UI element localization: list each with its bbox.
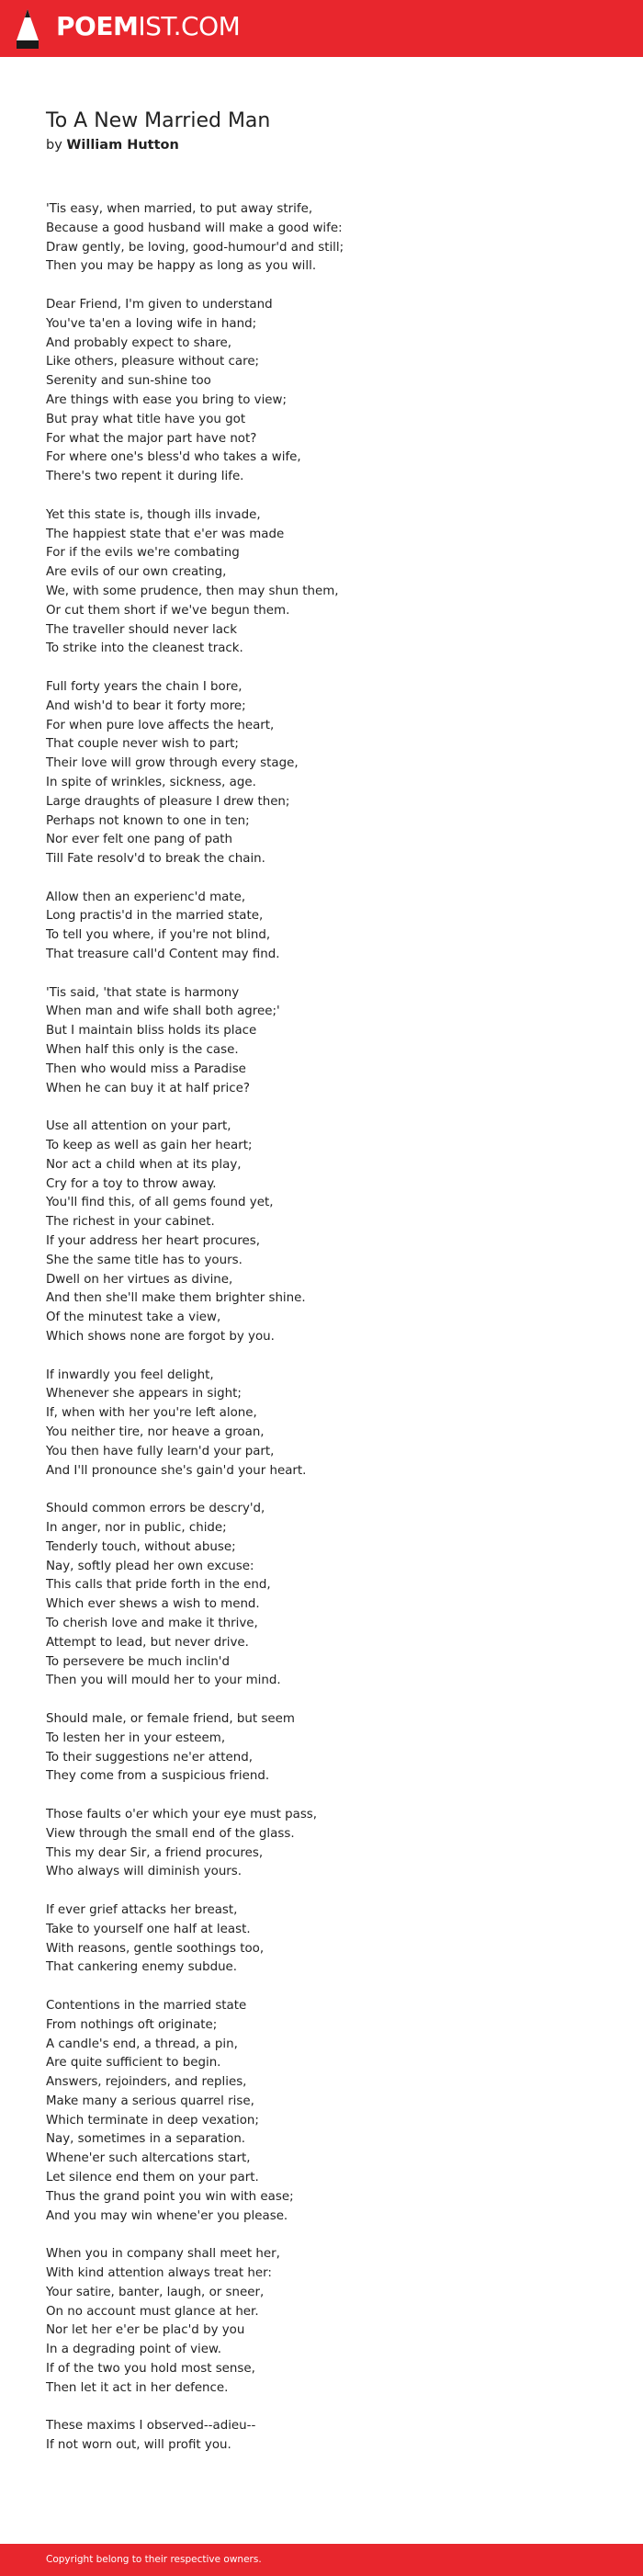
poem-line: In anger, nor in public, chide; [46, 1520, 227, 1535]
poem-line: Are evils of our own creating, [46, 565, 227, 580]
poem-line: For when pure love affects the heart, [46, 718, 275, 732]
poem-line: These maxims I observed--adieu-- [46, 2419, 256, 2434]
poem-line: And I'll pronounce she's gain'd your heart. [46, 1463, 307, 1478]
poem-line: You neither tire, nor heave a groan, [46, 1425, 265, 1439]
poem-line: To persevere be much inclin'd [46, 1654, 230, 1669]
poem-line: With kind attention always treat her: [46, 2266, 272, 2281]
poem-stanza [46, 678, 615, 869]
poem-line: Their love will grow through every stage, [46, 756, 299, 771]
poem-line: Who always will diminish yours. [46, 1865, 243, 1879]
poem-stanza [46, 1710, 615, 1787]
poem-stanza [46, 1500, 615, 1691]
poem-line: Whenever she appears in sight; [46, 1387, 242, 1401]
poem-line: Are things with ease you bring to view; [46, 392, 287, 407]
poem-stanza [46, 1806, 615, 1882]
poem-line: The traveller should never lack [46, 622, 238, 637]
poem-line: Your satire, banter, laugh, or sneer, [46, 2285, 265, 2299]
poem-line: Long practis'd in the married state, [46, 909, 264, 924]
poem-line: If of the two you hold most sense, [46, 2362, 255, 2377]
poem-line: In spite of wrinkles, sickness, age. [46, 775, 256, 789]
poem-line: They come from a suspicious friend. [46, 1769, 270, 1784]
poem-line: 'Tis easy, when married, to put away strife, [46, 202, 313, 216]
poem-line: Answers, rejoinders, and replies, [46, 2075, 247, 2090]
poem-line: Then let it act in her defence. [46, 2380, 229, 2395]
poem-title: To A New Married Man [46, 109, 271, 132]
poem-line: She the same title has to yours. [46, 1253, 243, 1267]
poem-line: Till Fate resolv'd to break the chain. [46, 852, 265, 867]
poem-line: Which ever shews a wish to mend. [46, 1597, 260, 1612]
poem-line: That couple never wish to part; [46, 737, 239, 752]
poem-line: Let silence end them on your part. [46, 2171, 259, 2185]
poem-line: Nor let her e'er be plac'd by you [46, 2323, 245, 2338]
poem-line: For what the major part have not? [46, 431, 257, 446]
poem-line: Thus the grand point you win with ease; [46, 2189, 294, 2204]
poem-line: 'Tis said, 'that state is harmony [46, 985, 240, 1000]
poem-line: And then she'll make them brighter shine. [46, 1291, 306, 1306]
poem-line: You'll find this, of all gems found yet, [46, 1196, 274, 1210]
poem-body [46, 200, 615, 2475]
poem-line: Then you will mould her to your mind. [46, 1674, 281, 1688]
poem-stanza [46, 296, 615, 487]
poem-stanza [46, 1118, 615, 1347]
poem-stanza [46, 2245, 615, 2398]
poem-line: With reasons, gentle soothings too, [46, 1941, 265, 1956]
poem-line: Take to yourself one half at least. [46, 1922, 251, 1936]
poem-line: When half this only is the case. [46, 1043, 239, 1058]
poem-line: Allow then an experienc'd mate, [46, 890, 246, 904]
site-footer [0, 2544, 643, 2576]
poem-line: Perhaps not known to one in ten; [46, 813, 250, 828]
poem-line: Large draughts of pleasure I drew then; [46, 794, 290, 809]
poem-line: To tell you where, if you're not blind, [46, 928, 271, 943]
poem-line: That treasure call'd Content may find. [46, 948, 280, 962]
poem-line: Nay, softly plead her own excuse: [46, 1559, 254, 1573]
poem-line: Use all attention on your part, [46, 1119, 231, 1134]
poem-stanza [46, 1367, 615, 1481]
poem-line: Should male, or female friend, but seem [46, 1711, 295, 1726]
poem-line: To keep as well as gain her heart; [46, 1139, 253, 1153]
poem-line: From nothings oft originate; [46, 2017, 218, 2032]
poem-line: Draw gently, be loving, good-humour'd and still; [46, 240, 344, 255]
site-header [0, 0, 643, 57]
poem-stanza [46, 1901, 615, 1978]
poem-line: And probably expect to share, [46, 335, 232, 350]
poem-line: To their suggestions ne'er attend, [46, 1750, 253, 1765]
poem-line: There's two repent it during life. [46, 470, 244, 484]
poem-stanza [46, 2417, 615, 2456]
poem-byline [46, 136, 179, 154]
poem-line: For where one's bless'd who takes a wife, [46, 450, 301, 465]
poem-line: Which terminate in deep vexation; [46, 2113, 259, 2128]
poem-line: Or cut them short if we've begun them. [46, 603, 290, 618]
poem-line: Because a good husband will make a good wife: [46, 221, 343, 235]
poem-line: When you in company shall meet her, [46, 2247, 280, 2262]
poem-line: When he can buy it at half price? [46, 1081, 250, 1095]
poem-line: Cry for a toy to throw away. [46, 1176, 217, 1191]
logo-bold-text: POEM [56, 11, 139, 41]
poem-line: Serenity and sun-shine too [46, 374, 211, 389]
poem-line: For if the evils we're combating [46, 546, 240, 561]
poem-line: Then you may be happy as long as you will. [46, 259, 317, 274]
poem-line: And wish'd to bear it forty more; [46, 698, 246, 713]
poem-stanza [46, 889, 615, 965]
poem-line: In a degrading point of view. [46, 2343, 221, 2357]
poem-line: Make many a serious quarrel rise, [46, 2094, 254, 2108]
poem-line: View through the small end of the glass. [46, 1826, 295, 1841]
poem-line: The richest in your cabinet. [46, 1215, 215, 1230]
poem-line: Which shows none are forgot by you. [46, 1330, 275, 1345]
poem-line: If not worn out, will profit you. [46, 2438, 231, 2453]
poem-line: But I maintain bliss holds its place [46, 1024, 257, 1038]
pen-nib-logo-icon[interactable] [15, 7, 40, 50]
poem-line: Of the minutest take a view, [46, 1311, 221, 1325]
poem-line: To cherish love and make it thrive, [46, 1616, 258, 1630]
poem-line: This my dear Sir, a friend procures, [46, 1845, 264, 1860]
poem-line: If, when with her you're left alone, [46, 1406, 257, 1421]
poem-line: Whene'er such altercations start, [46, 2151, 251, 2166]
poem-line: You then have fully learn'd your part, [46, 1444, 275, 1458]
poem-line: That cankering enemy subdue. [46, 1960, 238, 1975]
poem-author[interactable]: William Hutton [66, 138, 179, 153]
poem-line: Should common errors be descry'd, [46, 1502, 265, 1516]
poem-line: Attempt to lead, but never drive. [46, 1635, 249, 1650]
poem-line: Dwell on her virtues as divine, [46, 1272, 233, 1287]
poem-line: The happiest state that e'er was made [46, 527, 285, 541]
poem-line: To lesten her in your esteem, [46, 1731, 226, 1745]
poem-line: When man and wife shall both agree;' [46, 1004, 280, 1019]
poem-line: Those faults o'er which your eye must pass, [46, 1807, 318, 1821]
poem-line: Contentions in the married state [46, 1998, 247, 2013]
poem-line: Full forty years the chain I bore, [46, 679, 243, 694]
poem-line: Yet this state is, though ills invade, [46, 507, 261, 522]
poem-line: And you may win whene'er you please. [46, 2208, 288, 2223]
poem-line: If ever grief attacks her breast, [46, 1902, 238, 1917]
poem-stanza [46, 984, 615, 1099]
logo-light-text: IST.COM [138, 11, 241, 41]
byline-prefix: by [46, 138, 62, 153]
poem-line: To strike into the cleanest track. [46, 641, 243, 656]
poem-line: You've ta'en a loving wife in hand; [46, 316, 257, 331]
poem-line: On no account must glance at her. [46, 2304, 259, 2319]
poem-line: But pray what title have you got [46, 412, 246, 426]
poem-line: Nor act a child when at its play, [46, 1157, 242, 1172]
poem-line: If your address her heart procures, [46, 1234, 261, 1249]
site-logo[interactable] [56, 11, 240, 42]
poem-stanza [46, 200, 615, 277]
poem-line: Nay, sometimes in a separation. [46, 2132, 246, 2147]
poem-stanza [46, 1997, 615, 2227]
poem-line: We, with some prudence, then may shun them, [46, 584, 339, 598]
poem-stanza [46, 506, 615, 659]
poem-line: Then who would miss a Paradise [46, 1061, 246, 1076]
poem-line: Dear Friend, I'm given to understand [46, 297, 273, 312]
poem-line: Nor ever felt one pang of path [46, 833, 233, 847]
footer-copyright: Copyright belong to their respective owners. [46, 2554, 262, 2565]
poem-line: Tenderly touch, without abuse; [46, 1539, 236, 1554]
poem-line: Are quite sufficient to begin. [46, 2056, 221, 2071]
poem-line: A candle's end, a thread, a pin, [46, 2037, 238, 2051]
poem-line: If inwardly you feel delight, [46, 1367, 214, 1382]
poem-line: Like others, pleasure without care; [46, 355, 260, 369]
poem-line: This calls that pride forth in the end, [46, 1578, 271, 1593]
